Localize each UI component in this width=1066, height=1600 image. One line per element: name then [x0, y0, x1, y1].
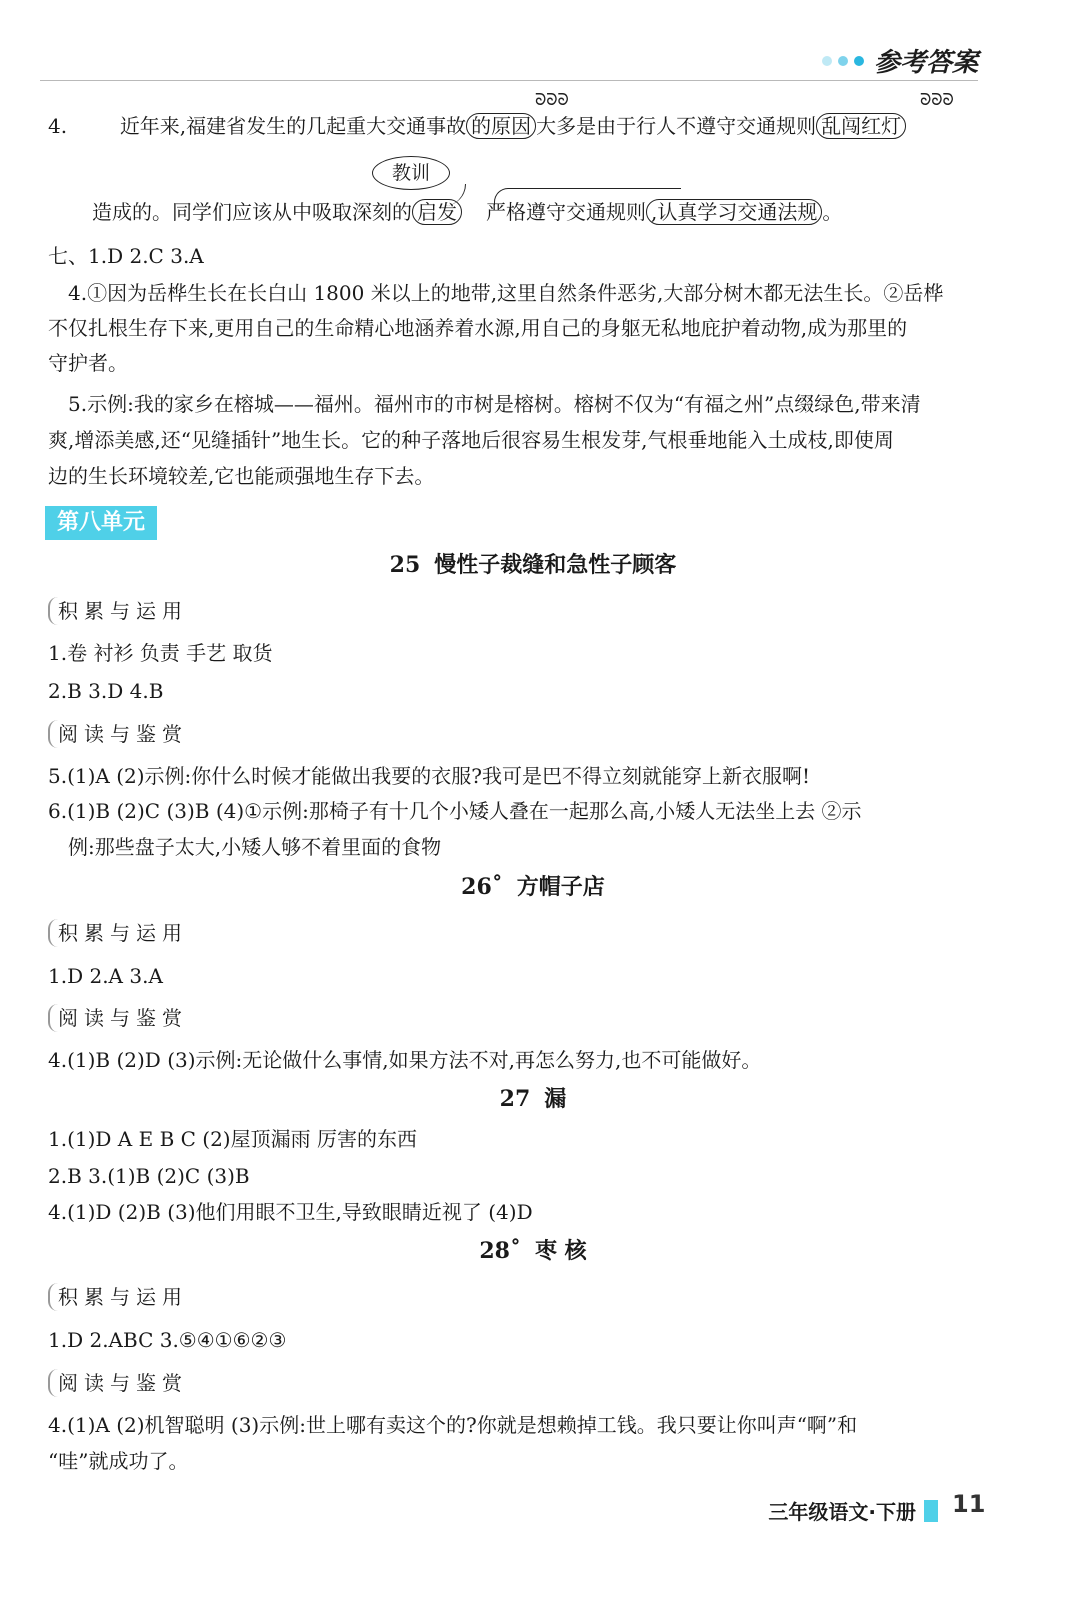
section-tag: 阅读与鉴赏: [48, 1369, 196, 1397]
lesson-number: 28˚: [479, 1238, 521, 1264]
answer-line: 1.D 2.A 3.A: [48, 964, 163, 988]
correction-bubble: 教训: [372, 156, 450, 190]
answer-line: 例:那些盘子太大,小矮人够不着里面的食物: [68, 835, 442, 859]
answer-line: 1.卷 衬衫 负责 手艺 取货: [48, 641, 273, 665]
lesson-title: [0, 1084, 1066, 1115]
correction-line-1: [48, 112, 906, 140]
answer-line: 守护者。: [48, 351, 128, 375]
answer-line: 5.(1)A (2)示例:你什么时候才能做出我要的衣服?我可是巴不得立刻就能穿上新衣服啊!: [48, 764, 811, 788]
text-segment: 近年来,福建省发生的几起重大交通事故: [119, 114, 467, 138]
answer-line: 2.B 3.(1)B (2)C (3)B: [48, 1164, 250, 1188]
section-tag: 阅读与鉴赏: [48, 720, 196, 748]
lesson-name: 枣 核: [534, 1239, 587, 1264]
lesson-title: [0, 872, 1066, 903]
lesson-title: [0, 550, 1066, 581]
section-tag: 阅读与鉴赏: [48, 1004, 196, 1032]
circled-phrase: ,认真学习交通法规: [646, 199, 822, 225]
answer-line: 5.示例:我的家乡在榕城——福州。福州市的市树是榕树。榕树不仅为“有福之州”点缀绿色,带来清: [68, 392, 921, 416]
lesson-number: 27: [499, 1086, 531, 1112]
lesson-name: 漏: [544, 1087, 567, 1112]
footer-grade: 三年级语文·下册: [768, 1500, 916, 1524]
answer-line: 4.(1)D (2)B (3)他们用眼不卫生,导致眼睛近视了 (4)D: [48, 1200, 533, 1224]
circled-phrase: 启发: [412, 199, 462, 225]
correction-line-2: [92, 198, 842, 226]
page-accent-bar: [924, 1500, 938, 1522]
lesson-name: 慢性子裁缝和急性子顾客: [434, 553, 677, 578]
lesson-number: 26˚: [461, 874, 503, 900]
header-rule: [40, 80, 978, 81]
header-title: 参考答案: [873, 48, 978, 78]
section-tag: 积累与运用: [48, 919, 196, 947]
header-title-group: [822, 42, 978, 79]
answer-line: 爽,增添美感,还“见缝插针”地生长。它的种子落地后很容易生根发芽,气根垂地能入土成枝,即使周: [48, 428, 894, 452]
answer-line: 4.(1)B (2)D (3)示例:无论做什么事情,如果方法不对,再怎么努力,也不可能做好。: [48, 1048, 762, 1072]
unit-label: 第八单元: [45, 506, 157, 540]
dots-decoration-icon: [822, 56, 864, 66]
answer-line: 2.B 3.D 4.B: [48, 679, 164, 703]
lesson-title: [0, 1236, 1066, 1267]
lesson-name: 方帽子店: [516, 875, 605, 900]
delete-mark-icon: ᘐᘐᘐ: [920, 90, 954, 109]
page-number: 11: [952, 1490, 986, 1518]
answer-line: 不仅扎根生存下来,更用自己的生命精心地涵养着水源,用自己的身躯无私地庇护着动物,成为那里的: [48, 316, 908, 340]
text-segment: 。: [822, 200, 843, 224]
text-segment: 大多是由于行人不遵守交通规则: [536, 114, 817, 138]
answer-line: 4.(1)A (2)机智聪明 (3)示例:世上哪有卖这个的?你就是想赖掉工钱。我只要让你叫声“啊”和: [48, 1413, 858, 1437]
answer-line: 1.(1)D A E B C (2)屋顶漏雨 厉害的东西: [48, 1127, 417, 1151]
answer-line: 4.①因为岳桦生长在长白山 1800 米以上的地带,这里自然条件恶劣,大部分树木都无法生长。②岳桦: [68, 281, 944, 305]
item-number: 4.: [48, 114, 68, 138]
answer-line: “哇”就成功了。: [48, 1449, 189, 1473]
delete-mark-icon: ᘐᘐᘐ: [535, 90, 569, 109]
section-tag: 积累与运用: [48, 1283, 196, 1311]
section-tag: 积累与运用: [48, 597, 196, 625]
answer-line: 6.(1)B (2)C (3)B (4)①示例:那椅子有十几个小矮人叠在一起那么高,小矮人无法坐上去 ②示: [48, 799, 862, 823]
circled-phrase: 的原因: [466, 113, 536, 139]
answer-line: 边的生长环境较差,它也能顽强地生存下去。: [48, 464, 435, 488]
answer-line: 七、1.D 2.C 3.A: [48, 244, 204, 268]
page-header: [0, 0, 1066, 86]
lesson-number: 25: [389, 552, 421, 578]
text-segment: 造成的。同学们应该从中吸取深刻的: [92, 200, 412, 224]
text-segment: 严格遵守交通规则: [486, 200, 646, 224]
circled-phrase: 乱闯红灯: [816, 113, 906, 139]
answer-line: 1.D 2.ABC 3.⑤④①⑥②③: [48, 1328, 287, 1352]
